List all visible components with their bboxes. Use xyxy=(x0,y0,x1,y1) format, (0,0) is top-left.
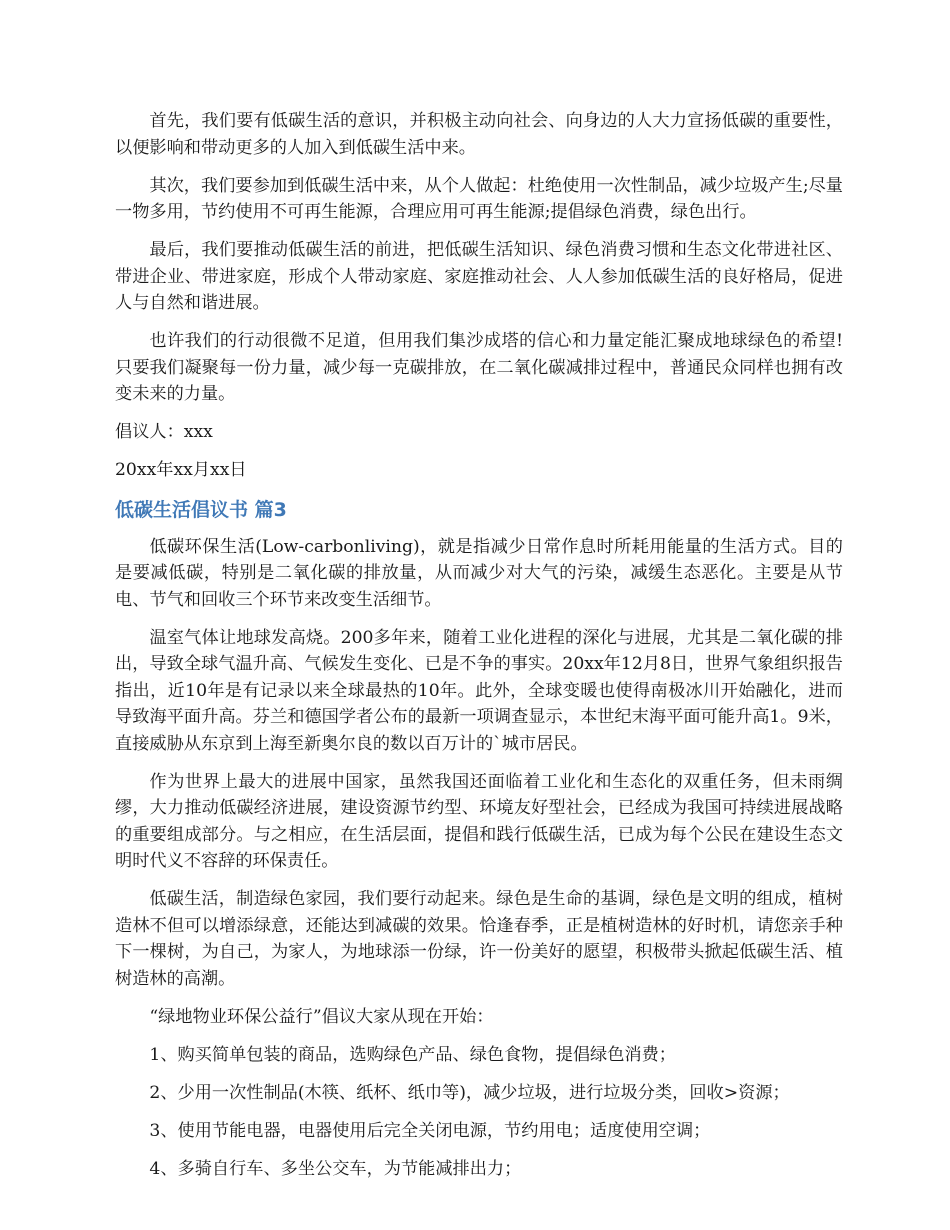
list-item-4: 4、多骑自行车、多坐公交车，为节能减排出力； xyxy=(149,1158,522,1179)
paragraph-green-home: 低碳生活，制造绿色家园，我们要行动起来。绿色是生命的基调，绿色是文明的组成，植树造林不但可以增添绿意，还能达到减碳的效果。恰逢春季，正是植树造林的好时机，请您亲手种下一棵树，为自己，为家人，为地球添一份绿，许一份美好的愿望，积极带头掀起低碳生活、植树造林的高潮。 xyxy=(115,889,843,989)
paragraph-definition: 低碳环保生活(Low-carbonliving)，就是指减少日常作息时所耗用能量的生活方式。目的是要减低碳，特别是二氧化碳的排放量，从而减少对大气的污染，减缓生态恶化。主要是从节电、节气和回收三个环节来改变生活细节。 xyxy=(115,536,843,610)
paragraph-awareness: 首先，我们要有低碳生活的意识，并积极主动向社会、向身边的人大力宣扬低碳的重要性，以便影响和带动更多的人加入到低碳生活中来。 xyxy=(115,111,843,158)
paragraph-promotion: 最后，我们要推动低碳生活的前进，把低碳生活知识、绿色消费习惯和生态文化带进社区、带进企业、带进家庭，形成个人带动家庭、家庭推动社会、人人参加低碳生活的良好格局，促进人与自然和谐进展。 xyxy=(115,240,843,313)
date-line: 20xx年xx月xx日 xyxy=(115,460,247,480)
list-item-3: 3、使用节能电器，电器使用后完全关闭电源，节约用电；适度使用空调； xyxy=(149,1120,711,1141)
section-heading: 低碳生活倡议书 篇3 xyxy=(115,498,287,521)
list-item-2: 2、少用一次性制品(木筷、纸杯、纸巾等)，减少垃圾，进行垃圾分类，回收>资源； xyxy=(149,1082,790,1103)
paragraph-hope: 也许我们的行动很微不足道，但用我们集沙成塔的信心和力量定能汇聚成地球绿色的希望!只要我们凝聚每一份力量，减少每一克碳排放，在二氧化碳减排过程中，普通民众同样也拥有改变未来的力量。 xyxy=(115,331,843,404)
paragraph-participation: 其次，我们要参加到低碳生活中来，从个人做起：杜绝使用一次性制品，减少垃圾产生;尽量一物多用，节约使用不可再生能源，合理应用可再生能源;提倡绿色消费，绿色出行。 xyxy=(115,175,843,222)
proposer-line: 倡议人：xxx xyxy=(115,422,213,442)
paragraph-greenhouse: 温室气体让地球发高烧。200多年来，随着工业化进程的深化与进展，尤其是二氧化碳的排出，导致全球气温升高、气候发生变化、已是不争的事实。20xx年12月8日，世界气象组织报告指出，近10年是有记录以来全球最热的10年。此外，全球变暖也使得南极冰川开始融化，进而导致海平面升高。芬兰和德国学者公布的最新一项调查显示，本世纪末海平面可能升高1。9米，直接威胁从东京到上海至新奥尔良的数以百万计的`城市居民。 xyxy=(115,627,843,754)
paragraph-initiative-intro: “绿地物业环保公益行”倡议大家从现在开始： xyxy=(149,1006,494,1027)
paragraph-development: 作为世界上最大的进展中国家，虽然我国还面临着工业化和生态化的双重任务，但未雨绸缪，大力推动低碳经济进展，建设资源节约型、环境友好型社会，已经成为我国可持续进展战略的重要组成部分。与之相应，在生活层面，提倡和践行低碳生活，已成为每个公民在建设生态文明时代义不容辞的环保责任。 xyxy=(115,771,843,871)
document-page xyxy=(115,108,843,1194)
list-item-1: 1、购买简单包装的商品，选购绿色产品、绿色食物，提倡绿色消费； xyxy=(149,1044,676,1065)
